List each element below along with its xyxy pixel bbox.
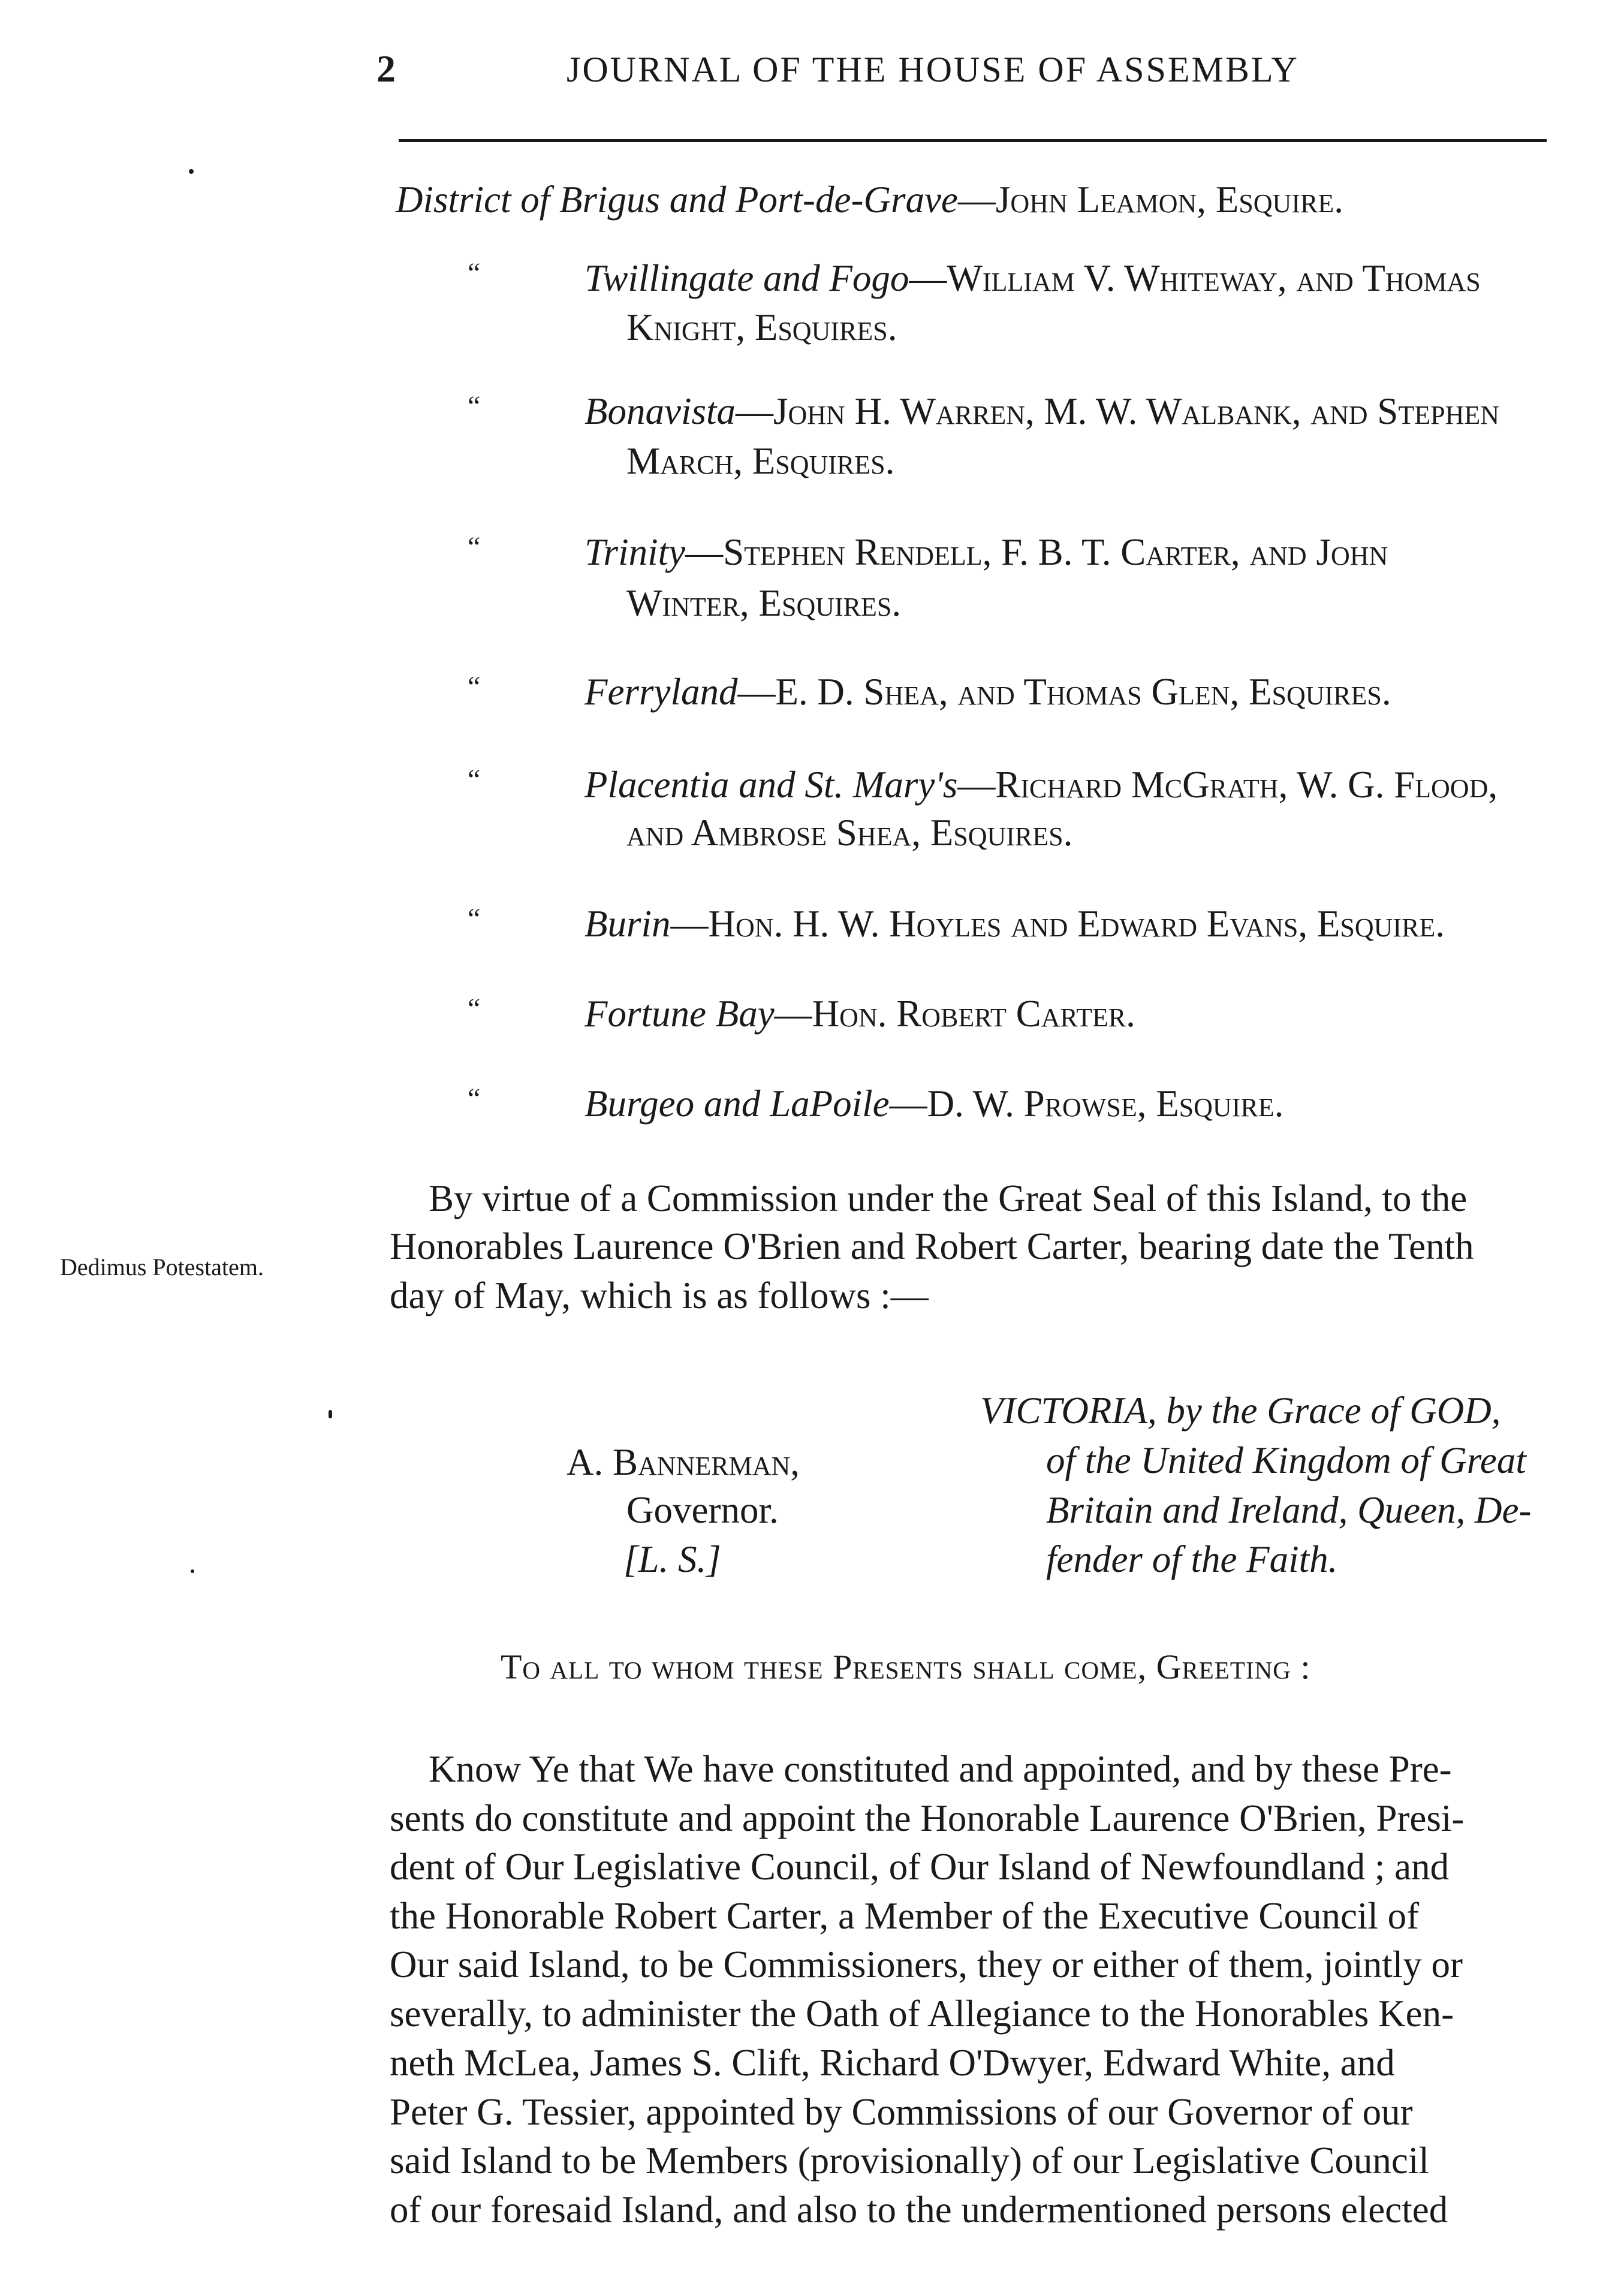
district-dash: — bbox=[909, 257, 947, 299]
district-members-cont: Winter, Esquires. bbox=[626, 582, 902, 624]
page-header-title: JOURNAL OF THE HOUSE OF ASSEMBLY bbox=[567, 50, 1299, 89]
body-line: sents do constitute and appoint the Honorable Laurence O'Brien, Presi- bbox=[390, 1797, 1465, 1839]
district-members: Hon. Robert Carter. bbox=[812, 993, 1135, 1035]
district-dash: — bbox=[957, 764, 996, 806]
victoria-line: VICTORIA, by the Grace of GOD, bbox=[980, 1390, 1501, 1432]
header-rule bbox=[399, 139, 1547, 142]
seal-mark: [L. S.] bbox=[623, 1538, 721, 1580]
district-row bbox=[584, 531, 1388, 573]
district-row bbox=[584, 905, 1445, 943]
district-members: Hon. H. W. Hoyles and Edward Evans, Esquire. bbox=[708, 903, 1445, 945]
ditto-mark: “ bbox=[468, 390, 481, 422]
district-members: Stephen Rendell, F. B. T. Carter, and John bbox=[723, 531, 1388, 573]
ditto-mark: “ bbox=[468, 903, 481, 935]
district-dash: — bbox=[774, 993, 812, 1035]
ditto-mark: “ bbox=[468, 531, 481, 563]
district-row bbox=[396, 181, 1343, 219]
body-line: severally, to administer the Oath of Allegiance to the Honorables Ken- bbox=[390, 1993, 1454, 2035]
district-row bbox=[584, 995, 1135, 1033]
district-members: D. W. Prowse, Esquire. bbox=[927, 1083, 1284, 1125]
victoria-line: fender of the Faith. bbox=[1046, 1538, 1338, 1580]
body-line: Know Ye that We have constituted and appointed, and by these Pre- bbox=[429, 1748, 1452, 1790]
district-dash: — bbox=[957, 179, 996, 221]
district-place: Fortune Bay bbox=[584, 993, 775, 1035]
margin-note: Dedimus Potestatem. bbox=[60, 1254, 264, 1280]
ditto-mark: “ bbox=[468, 764, 481, 796]
district-place: Burin bbox=[584, 903, 671, 945]
body-line: Peter G. Tessier, appointed by Commissions of our Governor of our bbox=[390, 2091, 1413, 2133]
district-row bbox=[584, 673, 1391, 711]
body-line: said Island to be Members (provisionally) of our Legislative Council bbox=[390, 2140, 1429, 2181]
commission-line: By virtue of a Commission under the Great Seal of this Island, to the bbox=[429, 1177, 1468, 1219]
district-row bbox=[584, 390, 1499, 432]
district-place: Trinity bbox=[584, 531, 686, 573]
district-row bbox=[584, 1085, 1283, 1123]
print-speck bbox=[191, 1569, 194, 1573]
district-dash: — bbox=[670, 903, 709, 945]
district-members: Richard McGrath, W. G. Flood, bbox=[995, 764, 1498, 806]
district-members-cont: and Ambrose Shea, Esquires. bbox=[626, 812, 1073, 854]
district-row bbox=[584, 766, 1498, 804]
district-dash: — bbox=[735, 390, 773, 432]
district-members: John H. Warren, M. W. Walbank, and Stephen bbox=[773, 390, 1499, 432]
district-place: Burgeo and LaPoile bbox=[584, 1083, 890, 1125]
governor-title: Governor. bbox=[626, 1489, 779, 1531]
district-members-cont: Knight, Esquires. bbox=[626, 306, 897, 348]
district-place: Ferryland bbox=[584, 671, 738, 713]
district-members: E. D. Shea, and Thomas Glen, Esquires. bbox=[775, 671, 1391, 713]
victoria-line: Britain and Ireland, Queen, De- bbox=[1046, 1489, 1532, 1531]
commission-line: Honorables Laurence O'Brien and Robert Carter, bearing date the Tenth bbox=[390, 1225, 1474, 1267]
body-line: of our foresaid Island, and also to the undermentioned persons elected bbox=[390, 2189, 1448, 2231]
ditto-mark: “ bbox=[468, 671, 481, 703]
body-line: dent of Our Legislative Council, of Our Island of Newfoundland ; and bbox=[390, 1846, 1450, 1888]
district-place: Placentia and St. Mary's bbox=[584, 764, 958, 806]
victoria-line: of the United Kingdom of Great bbox=[1046, 1439, 1526, 1481]
district-members: John Leamon, Esquire. bbox=[995, 179, 1343, 221]
body-line: neth McLea, James S. Clift, Richard O'Dwyer, Edward White, and bbox=[390, 2042, 1395, 2084]
district-place: District of Brigus and Port-de-Grave bbox=[396, 179, 958, 221]
print-speck bbox=[329, 1410, 332, 1418]
district-place: Twillingate and Fogo bbox=[584, 257, 909, 299]
district-dash: — bbox=[889, 1083, 927, 1125]
page-number: 2 bbox=[376, 47, 396, 90]
ditto-mark: “ bbox=[468, 993, 481, 1025]
governor-name: A. Bannerman, bbox=[567, 1441, 800, 1483]
body-line: Our said Island, to be Commissioners, they or either of them, jointly or bbox=[390, 1944, 1463, 1985]
ditto-mark: “ bbox=[468, 1083, 481, 1114]
ditto-mark: “ bbox=[468, 257, 481, 289]
district-members: William V. Whiteway, and Thomas bbox=[947, 257, 1481, 299]
district-dash: — bbox=[737, 671, 776, 713]
print-speck bbox=[189, 169, 194, 174]
commission-line: day of May, which is as follows :— bbox=[390, 1274, 929, 1316]
district-members-cont: March, Esquires. bbox=[626, 440, 895, 482]
district-dash: — bbox=[685, 531, 724, 573]
district-row bbox=[584, 257, 1481, 299]
greeting: To all to whom these Presents shall come, Greeting : bbox=[501, 1647, 1311, 1686]
district-place: Bonavista bbox=[584, 390, 736, 432]
body-line: the Honorable Robert Carter, a Member of the Executive Council of bbox=[390, 1895, 1420, 1937]
